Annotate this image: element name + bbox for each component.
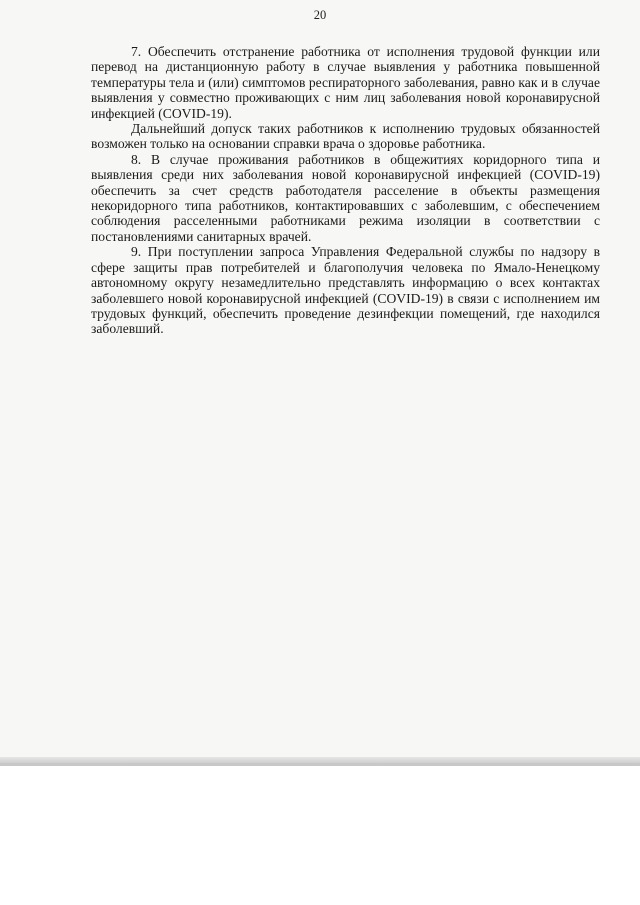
- document-body: [91, 44, 600, 337]
- blank-area: [0, 766, 640, 905]
- paragraph-7: 7. Обеспечить отстранение работника от исполнения трудовой функции или перевод на дистанционную работу в случае выявления у работника повышенной температуры тела и (или) симптомов респираторного заболевания, равно как и в случае выявления у совместно проживающих с ним лиц заболевания новой коронавирусной инфекцией (COVID-19).: [91, 44, 600, 121]
- paragraph-8: 8. В случае проживания работников в общежитиях коридорного типа и выявления среди них заболевания новой коронавирусной инфекцией (COVID-19) обеспечить за счет средств работодателя расселение в объекты размещения некоридорного типа работников, контактировавших с заболевшим, с обеспечением соблюдения расселенными работниками режима изоляции в соответствии с постановлениями санитарных врачей.: [91, 151, 600, 244]
- page-number: 20: [313, 8, 327, 22]
- paragraph-7-continuation: Дальнейший допуск таких работников к исполнению трудовых обязанностей возможен только на основании справки врача о здоровье работника.: [91, 121, 600, 152]
- paragraph-9: 9. При поступлении запроса Управления Федеральной службы по надзору в сфере защиты прав потребителей и благополучия человека по Ямало-Ненецкому автономному округу незамедлительно представлять информацию о всех контактах заболевшего новой коронавирусной инфекцией (COVID-19) в связи с исполнением им трудовых функций, обеспечить проведение дезинфекции помещений, где находился заболевший.: [91, 244, 600, 337]
